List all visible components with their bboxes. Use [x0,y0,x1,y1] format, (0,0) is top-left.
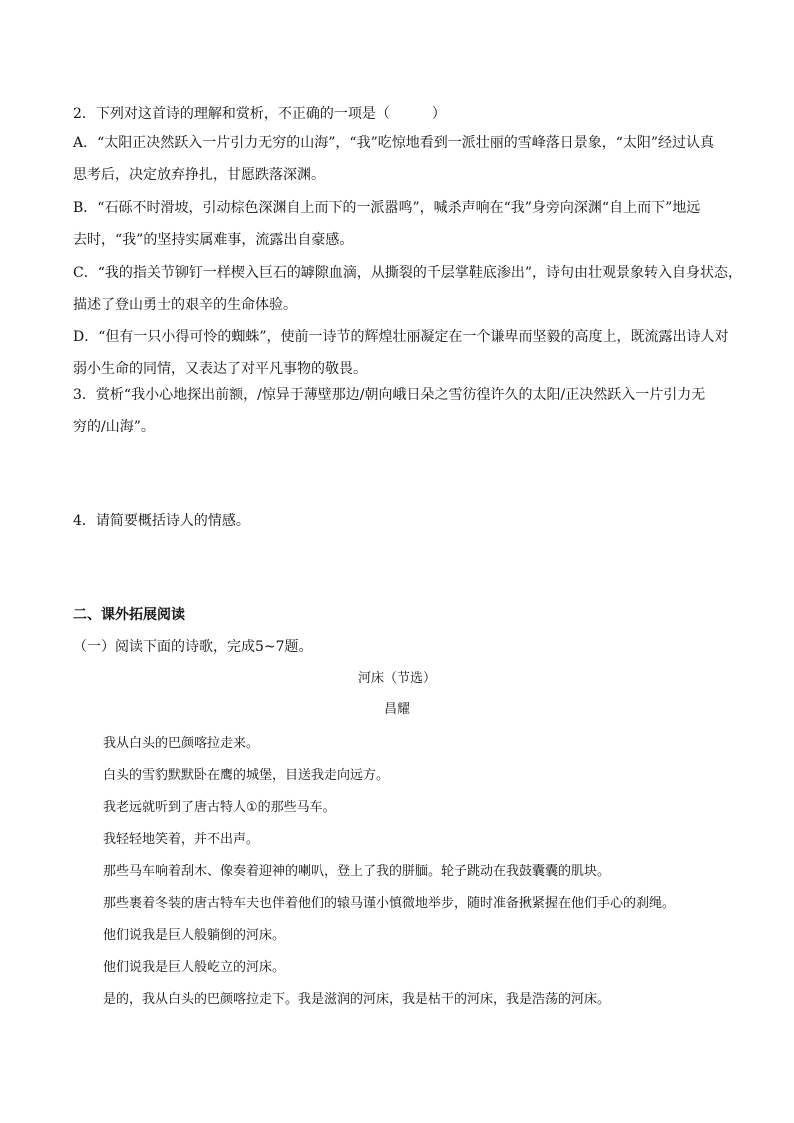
option-c-line-2: 描述了登山勇士的艰辛的生命体验。 [73,297,297,313]
poem-line: 那些裹着冬装的唐古特车夫也伴着他们的辕马谨小慎微地举步，随时准备揪紧握在他们手心的刹绳。 [103,896,676,911]
option-d-line-1: D．“但有一只小得可怜的蜘蛛”，使前一诗节的辉煌壮丽凝定在一个谦卑而坚毅的高度上，既流露出诗人对 [73,329,729,345]
question-3-line-1: 3．赏析“我小心地探出前额，/惊异于薄壁那边/朝向峨日朵之雪彷徨许久的太阳/正决然跃入一片引力无 [73,387,706,403]
option-b-line-1: B．“石砾不时滑坡，引动棕色深渊自上而下的一派嚣鸣”，喊杀声响在“我”身旁向深渊“自上而下”地远 [73,200,701,216]
question-2-option-a [73,127,723,191]
poem-line: 他们说我是巨人般躺倒的河床。 [103,928,286,943]
poem-line: 那些马车响着刮木、像奏着迎神的喇叭，登上了我的胼腼。轮子跳动在我鼓囊囊的肌块。 [103,864,611,879]
poem-author: 昌耀 [383,702,410,717]
option-a-line-2: 思考后，决定放弃挣扎，甘愿跌落深渊。 [73,167,325,183]
option-b-line-2: 去时，“我”的坚持实属难事，流露出自豪感。 [73,232,354,248]
option-c-line-1: C．“我的指关节铆钉一样楔入巨石的罅隙血滴，从撕裂的千层掌鞋底渗出”，诗句由壮观景象转入自身状态， [73,265,743,281]
poem-line: 是的，我从白头的巴颜喀拉走下。我是滋润的河床，我是枯干的河床，我是浩荡的河床。 [103,992,611,1007]
option-a-line-1: A．“太阳正决然跃入一片引力无穷的山海”，“我”吃惊地看到一派壮丽的雪峰落日景象，“太阳”经过认真 [73,135,715,151]
section-instruction: （一）阅读下面的诗歌，完成5~7题。 [73,639,313,655]
question-2-option-c [73,257,743,321]
poem-title: 河床（节选） [357,671,436,686]
question-2-option-b [73,192,723,256]
question-2-stem: 2．下列对这首诗的理解和赏析，不正确的一项是（ ） [73,106,446,122]
section-heading: 二、课外拓展阅读 [73,607,185,623]
poem-line: 白头的雪豹默默卧在鹰的城堡，目送我走向远方。 [103,768,390,783]
question-3-line-2: 穷的/山海”。 [73,419,155,435]
poem-line: 我轻轻地笑着，并不出声。 [103,832,260,847]
poem-line: 他们说我是巨人般屹立的河床。 [103,960,286,975]
poem-line: 我从白头的巴颜喀拉走来。 [103,736,260,751]
question-3 [73,379,723,443]
question-2-option-d [73,321,729,385]
poem-line: 我老远就听到了唐古特人①的那些马车。 [103,800,336,815]
option-d-line-2: 弱小生命的同情，又表达了对平凡事物的敬畏。 [73,361,367,377]
question-4: 4．请简要概括诗人的情感。 [73,513,250,529]
